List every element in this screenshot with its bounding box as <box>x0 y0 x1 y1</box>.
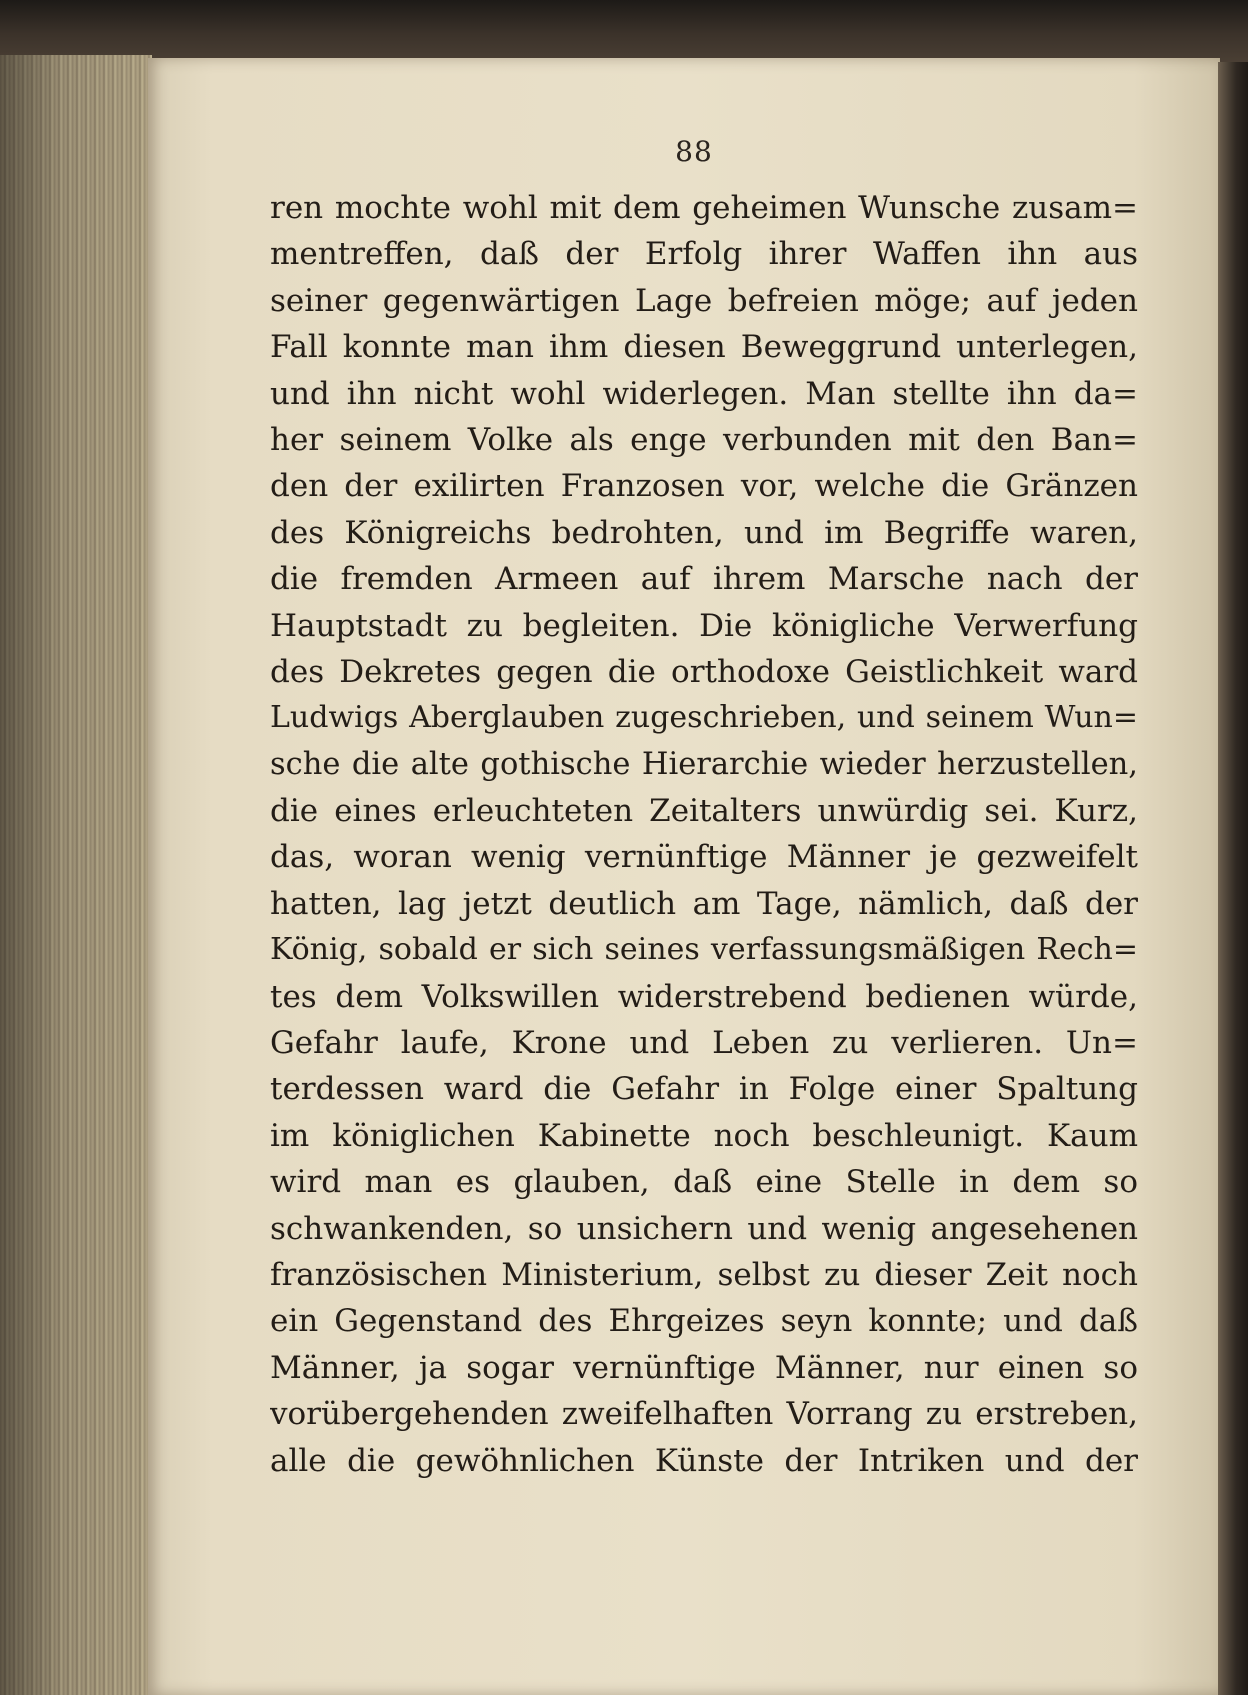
page-edges-shadow <box>0 55 152 1695</box>
text-line: Hauptstadt zu begleiten. Die königliche Verwerfung <box>270 607 1138 644</box>
book-binding-right-edge <box>1218 62 1248 1695</box>
text-line: des Königreichs bedrohten, und im Begriffe waren, <box>270 514 1138 551</box>
text-line: tes dem Volkswillen widerstrebend bedienen würde, <box>270 978 1138 1015</box>
text-line: die fremden Armeen auf ihrem Marsche nach der <box>270 561 1138 598</box>
text-line: her seinem Volke als enge verbunden mit den Ban= <box>270 421 1138 458</box>
text-line: französischen Ministerium, selbst zu dieser Zeit noch <box>270 1256 1138 1293</box>
text-line: und ihn nicht wohl widerlegen. Man stellte ihn da= <box>270 375 1138 412</box>
text-line: Fall konnte man ihm diesen Beweggrund unterlegen, <box>270 329 1138 366</box>
text-line: terdessen ward die Gefahr in Folge einer Spaltung <box>270 1071 1138 1108</box>
body-text <box>270 185 1138 1484</box>
text-line: mentreffen, daß der Erfolg ihrer Waffen ihn aus <box>270 236 1138 273</box>
text-line: schwankenden, so unsichern und wenig angesehenen <box>270 1210 1138 1247</box>
page-number: 88 <box>675 135 713 168</box>
text-line: alle die gewöhnlichen Künste der Intriken und der <box>270 1442 1138 1479</box>
text-line: ren mochte wohl mit dem geheimen Wunsche zusam= <box>270 190 1138 226</box>
text-line: das, woran wenig vernünftige Männer je gezweifelt <box>270 839 1138 876</box>
text-line: im königlichen Kabinette noch beschleunigt. Kaum <box>270 1117 1138 1154</box>
text-line: sche die alte gothische Hierarchie wieder herzustellen, <box>270 746 1138 782</box>
text-line: Gefahr laufe, Krone und Leben zu verlieren. Un= <box>270 1025 1138 1062</box>
text-line: Ludwigs Aberglauben zugeschrieben, und seinem Wun= <box>270 700 1138 736</box>
text-line: seiner gegenwärtigen Lage befreien möge; auf jeden <box>270 282 1138 319</box>
text-line: vorübergehenden zweifelhaften Vorrang zu erstreben, <box>270 1396 1138 1433</box>
text-line: König, sobald er sich seines verfassungsmäßigen Rech= <box>270 932 1138 968</box>
text-line: des Dekretes gegen die orthodoxe Geistlichkeit ward <box>270 653 1138 690</box>
text-line: ein Gegenstand des Ehrgeizes seyn konnte; und daß <box>270 1303 1138 1340</box>
text-line: hatten, lag jetzt deutlich am Tage, nämlich, daß der <box>270 885 1138 922</box>
text-line: den der exilirten Franzosen vor, welche die Gränzen <box>270 468 1138 505</box>
book-cover-top-edge <box>0 0 1248 62</box>
text-line: wird man es glauben, daß eine Stelle in dem so <box>270 1164 1138 1201</box>
text-line: die eines erleuchteten Zeitalters unwürdig sei. Kurz, <box>270 793 1138 830</box>
text-line: Männer, ja sogar vernünftige Männer, nur einen so <box>270 1349 1138 1386</box>
